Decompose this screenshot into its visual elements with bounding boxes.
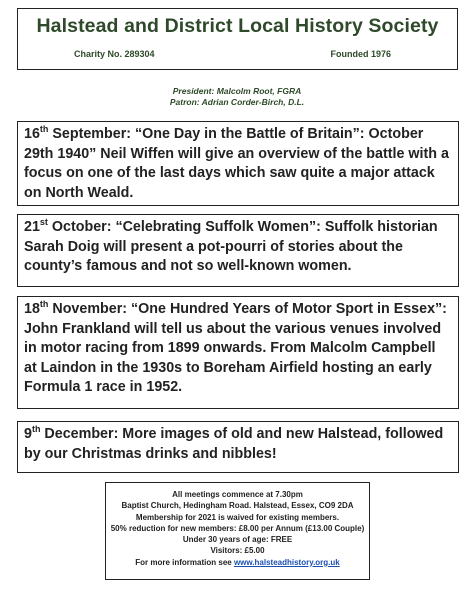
- patron-line: Patron: Adrian Corder-Birch, D.L.: [169, 97, 305, 107]
- event-text: September: “One Day in the Battle of Britain”: October 29th 1940” Neil Wiffen will give an overview of the battle with a focus on one of the last days which saw quite a major attack on North Weald.: [24, 126, 449, 201]
- event-september: [17, 121, 459, 206]
- visitor-fee: Visitors: £5.00: [210, 546, 265, 556]
- membership-note: Membership for 2021 is waived for existing members.: [135, 512, 340, 522]
- event-october: [17, 214, 459, 287]
- officers: [0, 86, 474, 108]
- new-member-fee: 50% reduction for new members: £8.00 per Annum (£13.00 Couple): [110, 523, 365, 533]
- event-day-suffix: th: [31, 424, 41, 434]
- meeting-venue: Baptist Church, Hedingham Road. Halstead, Essex, CO9 2DA: [121, 501, 354, 511]
- president-line: President: Malcolm Root, FGRA: [172, 86, 302, 96]
- event-day: 21: [24, 219, 40, 235]
- society-header: [17, 8, 458, 70]
- event-day: 9: [24, 426, 32, 442]
- event-december: [17, 421, 459, 473]
- under-30-fee: Under 30 years of age: FREE: [182, 535, 293, 545]
- meeting-info-box: [105, 482, 370, 580]
- event-text: December: More images of old and new Halstead, followed by our Christmas drinks and nibbles!: [24, 426, 444, 462]
- event-text: November: “One Hundred Years of Motor Sport in Essex”: John Frankland will tell us about the various venues involved in motor racing from 1899 onwards. From Malcolm Campbell at Laindon in the 1930s to Boreham Airfield hosting an early Formula 1 race in 1952.: [24, 301, 447, 395]
- society-title: Halstead and District Local History Society: [36, 15, 439, 37]
- website-link[interactable]: www.halsteadhistory.org.uk: [233, 557, 340, 567]
- more-info-text: For more information see: [135, 557, 234, 567]
- event-november: [17, 296, 459, 409]
- event-day-suffix: th: [39, 124, 49, 134]
- event-day: 18: [24, 301, 40, 317]
- event-text: October: “Celebrating Suffolk Women”: Suffolk historian Sarah Doig will present a pot-pourri of stories about the county’s famous and not so well-known women.: [24, 219, 438, 274]
- event-day-suffix: st: [39, 217, 48, 227]
- event-day: 16: [24, 126, 40, 142]
- founded-year: Founded 1976: [330, 49, 391, 59]
- charity-number: Charity No. 289304: [74, 49, 155, 59]
- more-info-line: [106, 557, 369, 568]
- event-day-suffix: th: [39, 299, 49, 309]
- meeting-time: All meetings commence at 7.30pm: [172, 490, 303, 499]
